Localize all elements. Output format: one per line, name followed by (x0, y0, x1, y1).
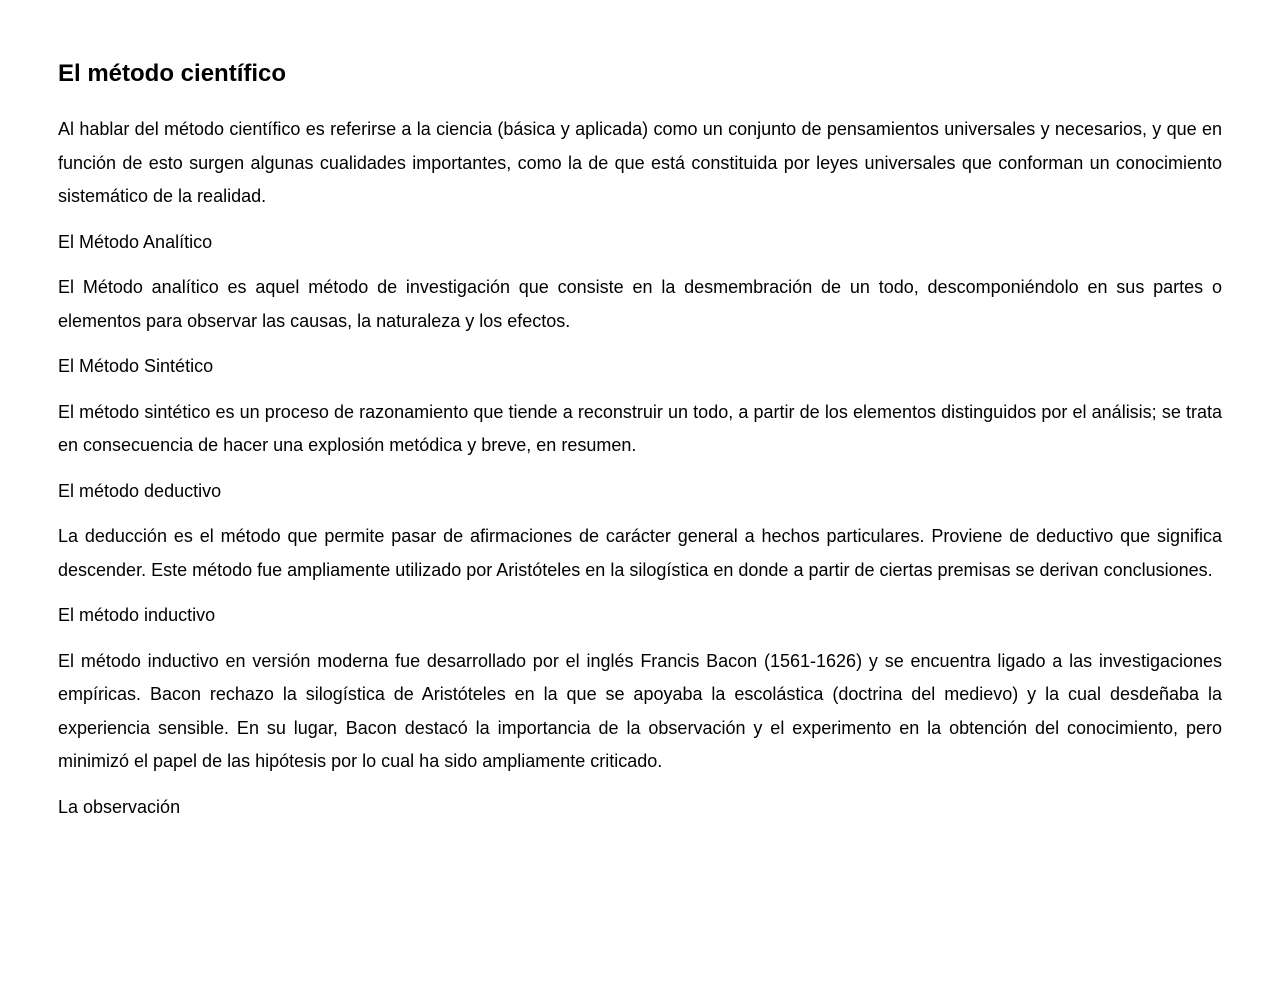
page-title: El método científico (58, 60, 287, 87)
intro-paragraph: Al hablar del método científico es referirse a la ciencia (básica y aplicada) como un conjunto de pensamientos universales y necesarios, y que en función de esto surgen algunas cualidades importantes, como la de que está constituida por leyes universales que conforman un conocimiento sistemático de la realidad. (58, 119, 1222, 206)
section-heading-observacion: La observación (58, 796, 181, 817)
section-heading-analitico: El Método Analítico (58, 231, 213, 252)
section-heading-sintetico: El Método Sintético (58, 356, 214, 376)
section-text-analitico: El Método analítico es aquel método de investigación que consiste en la desmembración de un todo, descomponiéndolo en sus partes o elementos para observar las causas, la naturaleza y los efectos. (58, 277, 1222, 331)
section-text-sintetico: El método sintético es un proceso de razonamiento que tiende a reconstruir un todo, a partir de los elementos distinguidos por el análisis; se trata en consecuencia de hacer una explosión metódica y breve, en resumen. (58, 401, 1222, 455)
section-heading-inductivo: El método inductivo (58, 605, 216, 625)
section-text-deductivo: La deducción es el método que permite pasar de afirmaciones de carácter general a hechos particulares. Proviene de deductivo que significa descender. Este método fue ampliamente utilizado por Aristóteles en la silogística en donde a partir de ciertas premisas se derivan conclusiones. (58, 526, 1222, 580)
section-text-inductivo: El método inductivo en versión moderna fue desarrollado por el inglés Francis Bacon (1561-1626) y se encuentra ligado a las investigaciones empíricas. Bacon rechazo la silogística de Aristóteles en la que se apoyaba la escolástica (doctrina del medievo) y la cual desdeñaba la experiencia sensible. En su lugar, Bacon destacó la importancia de la observación y el experimento en la obtención del conocimiento, pero minimizó el papel de las hipótesis por lo cual ha sido ampliamente criticado. (58, 650, 1222, 771)
section-heading-deductivo: El método deductivo (58, 480, 222, 501)
